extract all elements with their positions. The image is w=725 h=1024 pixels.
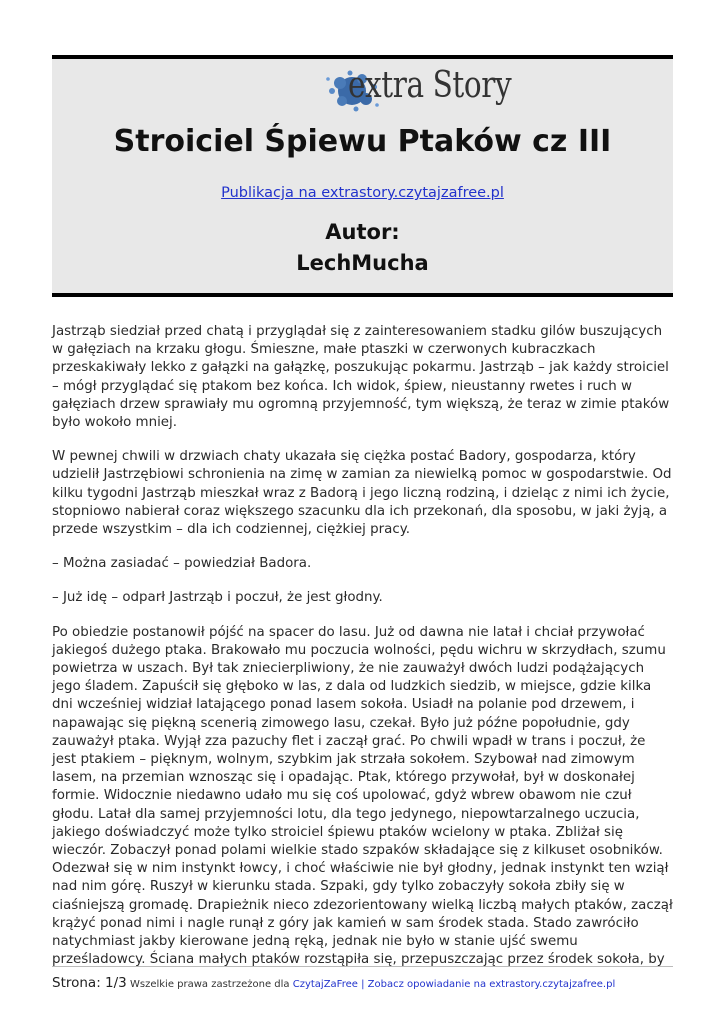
- page-number: Strona: 1/3: [52, 975, 127, 991]
- paragraph: W pewnej chwili w drzwiach chaty ukazała się ciężka postać Badory, gospodarza, który udzielił Jastrzębiowi schronienia na zimę w zamian za niewielką pomoc w gospodarstwie. Od kilku tygodni Jastrząb mieszkał wraz z Badorą i jego liczną rodziną, i dzieląc z nimi ich życie, stopniowo nabierał coraz większego szacunku dla ich przekonań, dla sposobu, w jaki żyją, a przede wszystkim – dla ich codziennej, ciężkiej pracy.: [52, 449, 672, 538]
- footer-separator: |: [361, 979, 365, 990]
- footer-divider: [52, 966, 673, 967]
- rights-text: Wszelkie prawa zastrzeżone dla: [129, 979, 290, 990]
- document-header: [52, 55, 673, 297]
- extra-story-logo: [322, 65, 512, 113]
- author-name: LechMucha: [296, 251, 429, 275]
- story-title: Stroiciel Śpiewu Ptaków cz III: [113, 124, 612, 159]
- paragraph: – Już idę – odparł Jastrząb i poczuł, że jest głodny.: [52, 590, 383, 606]
- story-link[interactable]: Zobacz opowiadanie na extrastory.czytajzafree.pl: [367, 979, 616, 990]
- logo-text: extra Story: [348, 65, 512, 106]
- paragraph: Po obiedzie postanowił pójść na spacer do lasu. Już od dawna nie latał i chciał przywołać jakiegoś dużego ptaka. Brakowało mu poczucia wolności, pędu wichru w skrzydłach, szumu powietrza w uszach. Był tak zniecierpliwiony, że nie zauważył dwóch ludzi podążających jego śladem. Zapuścił się głęboko w las, z dala od ludzkich siedzib, w miejsce, gdzie kilka dni wcześniej widział latającego ponad lasem sokoła. Usiadł na polanie pod drzewem, i napawając się piękną scenerią zimowego lasu, czekał. Było już późne popołudnie, gdy zauważył ptaka. Wyjął zza pazuchy flet i zaczął grać. Po chwili wpadł w trans i poczuł, że jest ptakiem – pięknym, wolnym, szybkim jak strzała sokołem. Szybował nad zimowym lasem, na przemian wznosząc się i opadając. Ptak, którego przywołał, był w doskonałej formie. Widocznie niedawno udało mu się coś upolować, gdyż wbrew obawom nie czuł głodu. Latał dla samej przyjemności lotu, dla tego jedynego, niepowtarzalnego uczucia, jakiego doświadczyć może tylko stroiciel śpiewu ptaków wcielony w ptaka. Zbliżał się wieczór. Zobaczył ponad polami wielkie stado szpaków składające się z kilkuset osobników. Odezwał się w nim instynkt łowcy, i choć właściwie nie był głodny, jednak instynkt ten wziął nad nim górę. Ruszył w kierunku stada. Szpaki, gdy tylko zobaczyły sokoła zbiły się w ciaśniejszą gromadę. Drapieżnik nieco zdezorientowany wielką liczbą małych ptaków, zaczął krążyć ponad nimi i nagle runął z góry jak kamień w sam środek stada. Stado zawróciło natychmiast jakby kierowane jedną ręką, jednak nie było w stanie ujść swemu prześladowcy. Ściana małych ptaków rozstąpiła się, przepuszczając przez środek sokoła, by: [52, 624, 673, 968]
- paragraph: Jastrząb siedział przed chatą i przyglądał się z zainteresowaniem stadku gilów buszujących w gałęziach na krzaku głogu. Śmieszne, małe ptaszki w czerwonych kubraczkach przeskakiwały lekko z gałązki na gałązkę, poszukując pokarmu. Jastrząb – jak każdy stroiciel – mógł przyglądać się ptakom bez końca. Ich widok, śpiew, nieustanny rwetes i ruch w gałęziach drzew sprawiały mu ogromną przyjemność, tym większą, że teraz w zimie ptaków było wokoło mniej.: [52, 324, 670, 431]
- page-footer: [52, 975, 682, 991]
- paragraph: – Można zasiadać – powiedział Badora.: [52, 556, 312, 572]
- story-body: [52, 323, 673, 986]
- publication-link[interactable]: Publikacja na extrastory.czytajzafree.pl: [221, 185, 504, 201]
- site-link[interactable]: CzytajZaFree: [292, 979, 358, 990]
- author-label: Autor:: [325, 220, 400, 244]
